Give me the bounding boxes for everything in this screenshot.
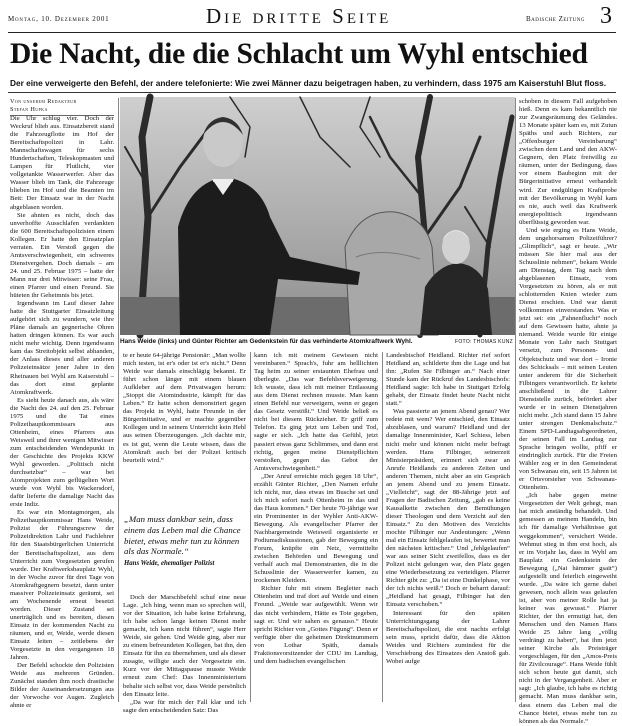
section-title: Die dritte Seite xyxy=(206,4,392,28)
column-divider xyxy=(250,352,251,702)
paragraph: Interessant für den späten Unterrichtungsgang der Lahrer Bereitschaftspolizei, die erst nachts erfolgt sein muss, spricht dafür, dass die Aktion Weides und Richters zumindest für die Verschiebung des Einsatzes den Anstoß gab. Wobei aufge xyxy=(386,609,510,665)
paragraph: schoben in diesem Fall aufgehoben hieß. Denn es kam bekanntlich nie zur Zwangsräumung des Geländes. 13 Monate später kam es, mit Zutun Späths und auch Richters, zur „Offenburger Vereinbarung“ zwischen dem Land und den AKW-Gegnern, den Platz freiwillig zu räumen, unter der Bedingung, dass vor einem Baubeginn mit der Bürgerinitiative erneut verhandelt wird. Zur endgültigen Kraftprobe mit der Bevölkerung in Wyhl kam es nie, auch weil das Kraftwerk energiepolitisch irgendwann überflüssig geworden war. xyxy=(519,98,617,226)
paragraph: Irgendwann im Lauf dieser Jahre hatte die Stuttgarter Einsatzleitung aufgehört sich zu wundern, wie ihre Pläne damals an gegnerische Ohren hatten dringen können. Es war auch nicht mehr wichtig. Denn irgendwann kam das Streitobjekt selbst abhanden, der Anlass dieses und aller anderen Polizeieinsätze jener Jahre in den Rheinauen bei Wyhl am Kaiserstuhl – das dort einst geplante Atomkraftwerk. xyxy=(10,300,114,396)
article-column-3 xyxy=(254,352,378,702)
pull-quote-source: Hans Weide, ehemaliger Polizist xyxy=(124,560,215,568)
column-divider xyxy=(382,352,383,702)
byline-role: Von unserem Redakteur xyxy=(10,98,77,105)
header-rule xyxy=(8,92,616,93)
article-column-4 xyxy=(386,352,510,702)
photo-illustration xyxy=(120,97,515,335)
photo-caption xyxy=(120,338,515,347)
paragraph: Landesbischof Heidland. Richter rief sofort Heidland an, schilderte ihm die Lage und bat ihn: „Rufen Sie Filbinger an.“ Nach einer Stunde kam der Rückruf des Landesbischofs: Heidland sagte: Ich habe in Stuttgart Erfolg gehabt, der Einsatz findet heute Nacht nicht statt.“ xyxy=(386,352,510,408)
paragraph: „Der Anruf erreichte mich gegen 18 Uhr“, erzählt Günter Richter, „Den Namen erfuhr ich nicht, nur, dass etwas im Busche sei und ich mich sofort nach Ottenheim in das und das Haus kommen.“ Der heute 70-jährige war ein Prominenter in der Wyhler Anti-AKW-Bewegung. Als evangelischer Pfarrer der Nachbargemeinde Weisweil organisierte er Podiumsdiskussionen, gab der Bewegung ein Forum, knüpfte ein Netz, vermittelte zwischen Behörden und Bewegung und verhalf auch mal Demonstranten, die in die Schusslinie der Wasserwerfer kamen, zu trockenen Kleidern. xyxy=(254,472,378,585)
paragraph: Der Befehl schockte den Polizisten Weide aus mehreren Gründen. Zunächst standen ihm noch drastische Bilder der Auseinandersetzungen aus der Vorwoche vor Augen. Zugleich ahnte er xyxy=(10,662,114,710)
paragraph: „Ich habe gegen meine Vorgesetzten der Welt gehegt, man hat mich anständig behandelt. Und gemessen an meinem Handeln, bin ich für damalige Verhältnisse gut weggekommen“, versichert Weide. Wehmut stieg in ihm erst hoch, als er im Vorjahr las, dass in Wyhl am Bauplatz ein Gedenkstein der Bewegung („Nai hämmer gsait“) aufgestellt und feierlich eingeweiht wurde. „Da wäre ich gerne dabei gewesen, noch allein was gelaufen ist, aber von meiner Rolle hat ja keiner was gewusst.“ Pfarrer Richter, der ihn ermutigt hat, den Menschen und den Namen Hans Weide 25 Jahre lang „völlig verdrängt zu haben“, hat ihm jetzt seiner Kirche als Preisträger vorgeschlagen, für den „Amos-Preis für Zivilcourage“. Hans Weide fühlt sich schon heute gut damit, sich nicht in der Vergangenheit. Aber er sagt: „Ich glaube, ich habe es richtig gemacht. Man muss dankbar sein, dass einem das Leben mal die Chance bietet, etwas mehr tun zu können als das Normale.“ xyxy=(519,492,617,725)
page-number: 3 xyxy=(600,3,612,29)
paragraph: „Da war für mich der Fall klar und ich sagte den entscheidenden Satz: Das xyxy=(123,698,246,714)
paragraph: Es sieht heute danach aus, als wäre die Nacht des 24. auf den 25. Februar 1975 und die Tat eines Polizeihauptkommissars aus Ottenheim, eines Pfarrers aus Weisweil und ihrer wenigen Mitwisser zum entscheidenden Wendepunkt in der Geschichte des Projekts KKW Wyhl geworden. „Politisch nicht durchsetzbar“ – war bei Atomprojekten zum geflügelten Wort wurde von Wyhl bis Wackersdorf, dafür lieferte die damalige Nacht das erste Indiz. xyxy=(10,396,114,509)
column-divider xyxy=(118,98,119,702)
paragraph: Die Uhr schlug vier. Doch der Weckruf blieb aus. Einsatzbereit stand die Fahrzeugflotte im Hof der Bereitschaftspolizei in Lahr. Mannschaftswagen für sechs Hundertschaften, Teleskopmasten und Lampen für Flutlicht, vier vollgetankte Wasserwerfer. Aber das Wasser blieb im Tank, die Fahrzeuge blieben im Hof und die Beamten im Bett: Der Einsatz war in der Nacht abgeblasen worden. xyxy=(10,115,114,211)
paragraph: Was passierte an jenem Abend genau? Wer redete mit wem? Wer entschied, den Einsatz abzublasen, und warum? Heidland und der damalige Innenminister, Karl Schiess, leben nicht mehr und können nicht mehr befragt werden. Hans Filbinger, seinerzeit Ministerpräsident, erinnert sich zwar an Anrufe Heidlands zu anderen Zeiten und anderen Themen, nicht aber an ein Gespräch an jenem Abend und zu jenem Einsatz. „Vielleicht“, sagt der 88-Jährige jetzt auf Fragen der Badischen Zeitung, „gab es keine Kausalkette zwischen den Bemühungen dieser Theologen und dem Verzicht auf den Einsatz.“ Zu den Motiven des Verzichts mochte Filbinger nur Andeutungen: „Wenn mal ein Einsatz fehlgelaufen ist, bewertet man den nächsten kritischer.“ Und „fehlgelaufen“ war aus seiner Sicht zweifellos, dass es der Polizei nicht gelungen war, den Platz gegen eine Wiederbesetzung zu verteidigen. Pfarrer Richter gibt zu: „Da ist eine Dunkelphase, vor der ich nichts weiß.“ Doch er beharrt darauf: „Heidland hat gesagt, Filbinger hat den Einsatz verschoben.“ xyxy=(386,408,510,609)
paragraph: Richter fuhr mit einem Begleiter nach Ottenheim und traf dort auf Weide und einen Freund. „Weide war aufgewühlt. Wenn wir das nicht verhindern, Hätte es Tote gegeben, sagt er. Und wir sahen es genauso.“ Heute spricht Richter von „Gottes Fügung“. Denn er verfügte über die geheimen Direktnummern von Lothar Späth, damals Fraktionsvorsitzender der CDU im Landtag, und dem badischen evangelischen xyxy=(254,585,378,665)
paragraph: kann ich mit meinem Gewissen nicht vereinbaren.“ Sprach's, fuhr am helllichten Tag heim zu seiner erstaunten Ehefrau und überlegte. „Das war Befehlsverweigerung. Ich wusste, dass ich mit meiner Entlassung aus dem Dienst rechnen musste. Man kann einen Befehl nur verweigern, wenn er gegen das Gesetz verstößt.“ Und Weide beließ es nicht bei diesem Rückzieher. Er griff zum Telefon. Es ging jetzt um Leben und Tod, sagte er sich. „Ich hatte das Gefühl, jetzt passiert etwas ganz Schlimmes, und dann erst richtig, gegen meine Dienstpflichten verstoßen, gegen das Gebot der Amtsverschwiegenheit.“ xyxy=(254,352,378,472)
pull-quote xyxy=(124,514,245,570)
article-photo xyxy=(120,97,515,335)
article-column-1 xyxy=(10,98,114,710)
paragraph: Und wie erging es Hans Weide, dem ungehorsamen Polizeiführer? „Glimpflich“, sagt er heute. „Wir müssen Sie hier mal aus der Schusslinie nehmen“, bekam Weide am Dienstag, dem Tag nach dem abgeblasenen Einsatz, vom Vorgesetzten zu hören, als er mit schlotternden Knien wieder zum Dienst erschien. Und war damit vollkommen einverstanden. Was er jetzt sei: ein „Fahnenflucht“ noch auf dem Gewissen hatte, ahnte ja niemand. Weide wurde für einige Monate von Lahr nach Stuttgart versetzt, zum Personen- und Objektschutz und war dort – Ironie des Schicksals – mit seinen Leuten unter anderem für die Sicherheit Filbingers verantwortlich. Er kehrte anschließend in die Lahrer Dienststelle zurück, befördert aber wurde er in seinen Dienstjahren nicht mehr. „Ich stand dann 15 Jahre unter strengen Denkmalschutz.“ Einem SPD-Landtagsabgeordneten, der seinen Fall im Landtag zur Sprache bringen wollte, pfiff er eindringlich zurück. Für die Freien Wähler zog er in den Gemeinderat von Schwanau ein, seit 15 Jahren ist er Ortsvorsteher von Schwanau-Ottenheim. xyxy=(519,226,617,492)
paragraph: te er heute 64-jährige Pensionär: „Man wollte mich testen, ist er's oder ist er's nicht.“ Denn Weide war damals einschlägig bekannt. Er führt schon länger mit einem blauen Aufkleber auf dem Privatwagen herum: „Stoppt die Atomindustrie, kämpft für das Leben.“ Er hatte schon demonstriert gegen das Projekt in Wyhl, hatte Freunde in der Bürgerinitiative, und er machte gegenüber Kollegen und in seinem Unterricht kein Hehl aus seinen Überzeugungen. „Ich dachte mir, es ist gut, wenn die Leute wissen, dass die Atomkraft auch bei der Polizei kritisch beurteilt wird.“ xyxy=(123,352,246,464)
article-column-2-top xyxy=(123,352,246,509)
paragraph: Sie ahnten es nicht, doch das unverhoffte Ausschlafen verdankten die 600 Bereitschaftspolizisten einem Kollegen. Er hatte den Einsatzplan verraten. Ein Verstoß gegen die Amtsverschwiegenheit, ein schweres Dienstvergehen. Doch damals – am 24. und 25. Februar 1975 – hatte der Mann nur drei Mitwisser: seine Frau, einen Pfarrer und einen Freund. Sie hüteten ihr Geheimnis bis jetzt. xyxy=(10,211,114,300)
pull-quote-text: „Man muss dankbar sein, dass einem das Leben mal die Chance bietet, etwas mehr tun zu können als das Normale.“ xyxy=(124,514,241,557)
paragraph: Es war ein Montagmorgen, als Polizeihauptkommissar Hans Weide, Polizist der Führungscrew der Polizeidirektion Lahr und Fachlehrer für den Staatsbürgerlichen Unterricht der Bereitschaftspolizei, aus dem Unterricht zum Vorgesetzten gerufen wurde. Der Kraftwerksbauplatz Wyhl, in der Woche zuvor für drei Tage von Atomkraftgegnern besetzt, dann unter massiver Polizeieinsatz geräumt, sei am Wochenende erneut besetzt worden. Dieser Zustand sei unerträglich und es bereiten, diesen Einsatz in der kommenden Nacht zu räumen, und er, Weide, werde diesen Einsatz leiten – zeitlebens der Vorgesetzte in den vergangenen 18 Jahren. xyxy=(10,509,114,662)
article-subheadline: Der eine verweigerte den Befehl, der andere telefonierte: Wie zwei Männer dazu beigetragen haben, zu verhindern, dass 1975 am Kaiserstuhl Blut floss. xyxy=(10,78,607,88)
publication-name: Badische Zeitung xyxy=(526,15,585,23)
byline-author: Stefan Hupka xyxy=(10,106,48,113)
issue-date: Montag, 10. Dezember 2001 xyxy=(8,15,110,23)
photo-credit: FOTO: THOMAS KUNZ xyxy=(455,339,513,345)
caption-text: Hans Weide (links) und Günter Richter am Gedenkstein für das verhinderte Atomkraftwerk Wyhl. xyxy=(120,338,413,345)
column-divider xyxy=(515,98,516,702)
article-headline: Die Nacht, die die Schlacht um Wyhl entschied xyxy=(10,38,588,70)
article-column-5 xyxy=(519,98,617,725)
paragraph: Doch der Marschbefehl schuf eine neue Lage. „Ich hing, wenn man so sprechen will, vor der Situation, ich habe keine Erfahrung, ich habe schon lange keinen Dienst mehr gemacht, ich kann nicht führen“, sagte Herr Weide, sie gehen. Und Weide ging, aber nur zu einem befreundeten Kollegen, bat ihn, den Einsatz für ihn zu übernehmen, und als dieser zusagte, willigte auch der Vorgesetzte ein. Kurz vor der Mittagspause musste Weide erneut zum Chef: Das Innenministerium behalte sich selbst vor, dass Weide persönlich den Einsatz leite. xyxy=(123,594,246,698)
page-header xyxy=(8,4,616,33)
article-column-2-bottom xyxy=(123,594,246,714)
